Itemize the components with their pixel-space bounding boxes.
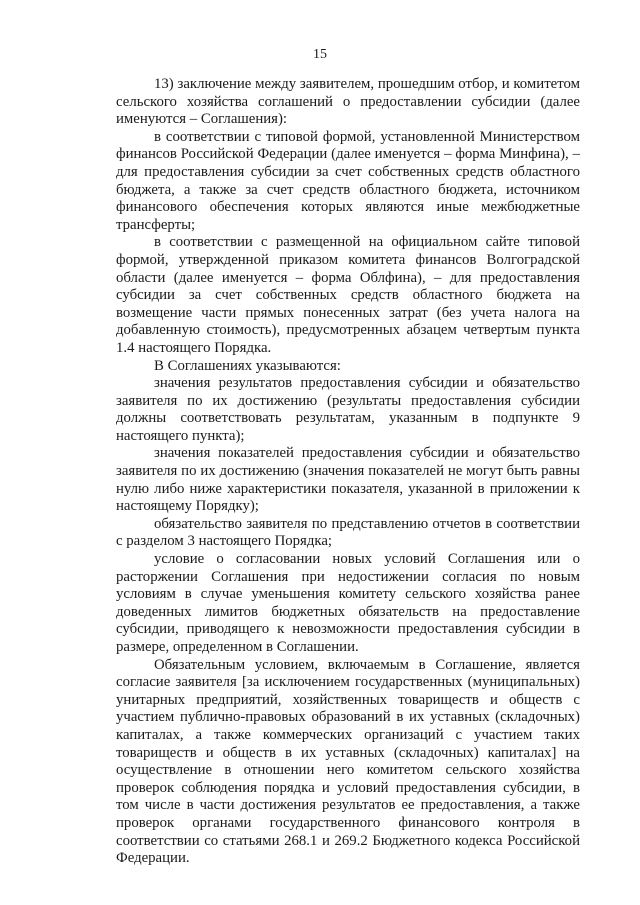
paragraph-oblfin-form: в соответствии с размещенной на официальном сайте типовой формой, утвержденной приказом комитета финансов Волгоградской области (далее именуется – форма Облфина), – для предоставления субсидии за счет собственных средств областного бюджета на возмещение части прямых понесенных затрат (без учета налога на добавленную стоимость), предусмотренных абзацем четвертым пункта 1.4 настоящего Порядка. [116, 234, 580, 356]
page-number: 15 [313, 47, 327, 62]
paragraph-agreement-conclusion: 13) заключение между заявителем, прошедшим отбор, и комитетом сельского хозяйства соглашений о предоставлении субсидии (далее именуются – Соглашения): [116, 76, 580, 128]
paragraph-agreements-specify: В Соглашениях указываются: [154, 357, 341, 374]
paragraph-results-values: значения результатов предоставления субсидии и обязательство заявителя по их достижению (результаты предоставления субсидии должны соответствовать результатам, указанным в подпункте 9 настоящего пункта); [116, 375, 580, 444]
paragraph-minfin-form: в соответствии с типовой формой, установленной Министерством финансов Российской Федерации (далее именуется – форма Минфина), – для предоставления субсидии за счет собственных средств областного бюджета, а также за счет средств областного бюджета, источником финансового обеспечения которых являются иные межбюджетные трансферты; [116, 128, 580, 233]
paragraph-indicator-values: значения показателей предоставления субсидии и обязательство заявителя по их достижению (значения показателей не могут быть равны нулю либо ниже характеристики показателя, указанной в приложении к настоящему Порядку); [116, 445, 580, 515]
paragraph-new-conditions: условие о согласовании новых условий Соглашения или о расторжении Соглашения при недостижении согласия по новым условиям в случае уменьшения комитету сельского хозяйства ранее доведенных лимитов бюджетных обязательств на предоставление субсидии, приводящего к невозможности предоставления субсидии в размере, определенном в Соглашении. [116, 551, 580, 655]
paragraph-mandatory-condition: Обязательным условием, включаемым в Соглашение, является согласие заявителя [за исключением государственных (муниципальных) унитарных предприятий, хозяйственных товариществ и обществ с участием публично-правовых образований в их уставных (складочных) капиталах, а также коммерческих организаций с участием таких товариществ и обществ в их уставных (складочных) капиталах] на осуществление в отношении него комитетом сельского хозяйства проверок соблюдения порядка и условий предоставления субсидии, в том числе в части достижения результатов ее предоставления, а также проверок органами государственного финансового контроля в соответствии со статьями 268.1 и 269.2 Бюджетного кодекса Российской Федерации. [116, 656, 580, 867]
paragraph-reporting-obligation: обязательство заявителя по представлению отчетов в соответствии с разделом 3 настоящего Порядка; [116, 515, 580, 550]
document-body [116, 76, 580, 868]
